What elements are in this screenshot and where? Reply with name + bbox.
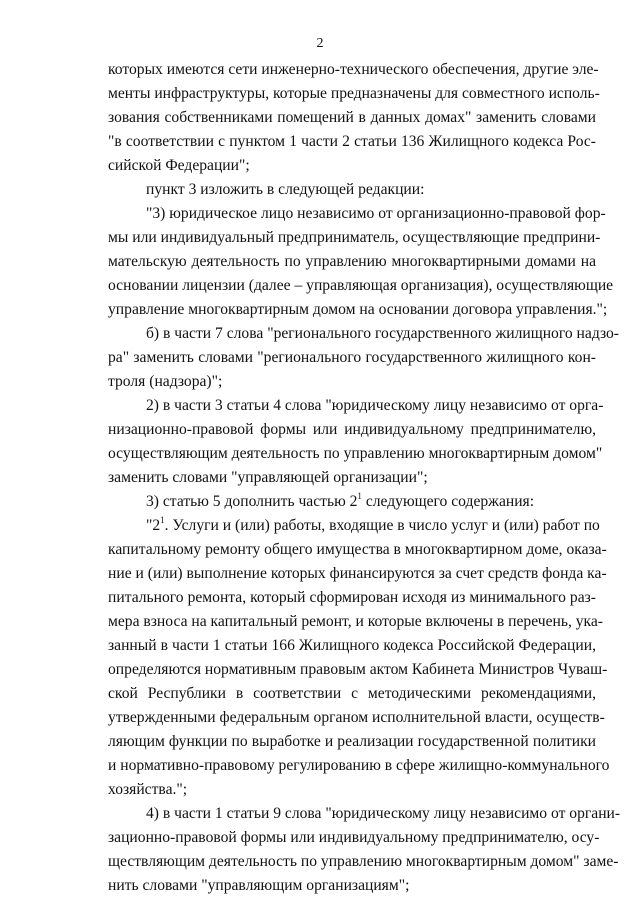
text-line: низационно-правовой формы или индивидуальному предпринимателю, <box>108 421 596 438</box>
text-line: ляющим функции по выработке и реализации государственной политики <box>108 733 596 750</box>
text-line: осуществляющим деятельность по управлению многоквартирным домом" <box>108 445 603 462</box>
text-line: капитальному ремонту общего имущества в многоквартирном доме, оказа- <box>108 541 607 558</box>
paragraph-start: "$2^1$. Услуги и (или) работы, входящие в число услуг и (или) работ по <box>146 514 600 534</box>
text-line: которых имеются сети инженерно-технического обеспечения, другие эле- <box>108 61 599 78</box>
text-line: управление многоквартирным домом на основании договора управления."; <box>108 301 608 318</box>
text-line: нить словами "управляющим организациям"; <box>108 877 410 894</box>
text-line: ской Республики в соответствии с методическими рекомендациями, <box>108 685 596 702</box>
text-line: ние и (или) выполнение которых финансируются за счет средств фонда ка- <box>108 565 607 582</box>
text-line: ра" заменить словами "регионального государственного жилищного кон- <box>108 349 596 366</box>
text-line: и нормативно-правовому регулированию в сфере жилищно-коммунального <box>108 757 610 774</box>
text-line: сийской Федерации"; <box>108 157 250 174</box>
text-line: основании лицензии (далее – управляющая организация), осуществляющие <box>108 277 614 294</box>
text-line: заменить словами "управляющей организации"; <box>108 469 428 486</box>
paragraph-start: 3) статью 5 дополнить частью $2^1$ следующего содержания: <box>146 490 535 510</box>
text-line: ществляющим деятельность по управлению многоквартирным домом" заме- <box>108 853 619 870</box>
paragraph-start: "3) юридическое лицо независимо от организационно-правовой фор- <box>146 205 606 222</box>
text-line: зационно-правовой формы или индивидуальному предпринимателю, осу- <box>108 829 600 846</box>
text-line: мера взноса на капитальный ремонт, и которые включены в перечень, ука- <box>108 613 603 630</box>
text-line: "в соответствии с пунктом 1 части 2 статьи 136 Жилищного кодекса Рос- <box>108 133 596 150</box>
paragraph-start: 2) в части 3 статьи 4 слова "юридическому лицу независимо от орга- <box>146 397 604 414</box>
text-line: утвержденными федеральным органом исполнительной власти, осуществ- <box>108 709 605 726</box>
superscript: 1 <box>160 514 165 525</box>
superscript: 1 <box>357 490 362 501</box>
text-line: мы или индивидуальный предприниматель, осуществляющие предприни- <box>108 229 601 246</box>
page-number: 2 <box>316 36 324 51</box>
text-line: троля (надзора)"; <box>108 373 223 390</box>
text-line: мательскую деятельность по управлению многоквартирными домами на <box>108 253 596 270</box>
text-line: зования собственниками помещений в данных домах" заменить словами <box>108 109 596 126</box>
paragraph-start: пункт 3 изложить в следующей редакции: <box>146 181 425 198</box>
text-line: занный в части 1 статьи 166 Жилищного кодекса Российской Федерации, <box>108 637 596 654</box>
text-line: определяются нормативным правовым актом Кабинета Министров Чуваш- <box>108 661 608 678</box>
text-line: хозяйства."; <box>108 781 188 798</box>
paragraph-start: б) в части 7 слова "регионального государственного жилищного надзо- <box>146 325 620 342</box>
paragraph-start: 4) в части 1 статьи 9 слова "юридическому лицу независимо от органи- <box>146 805 621 822</box>
text-line: питального ремонта, который сформирован исходя из минимального раз- <box>108 589 596 606</box>
text-line: менты инфраструктуры, которые предназначены для совместного исполь- <box>108 85 600 102</box>
